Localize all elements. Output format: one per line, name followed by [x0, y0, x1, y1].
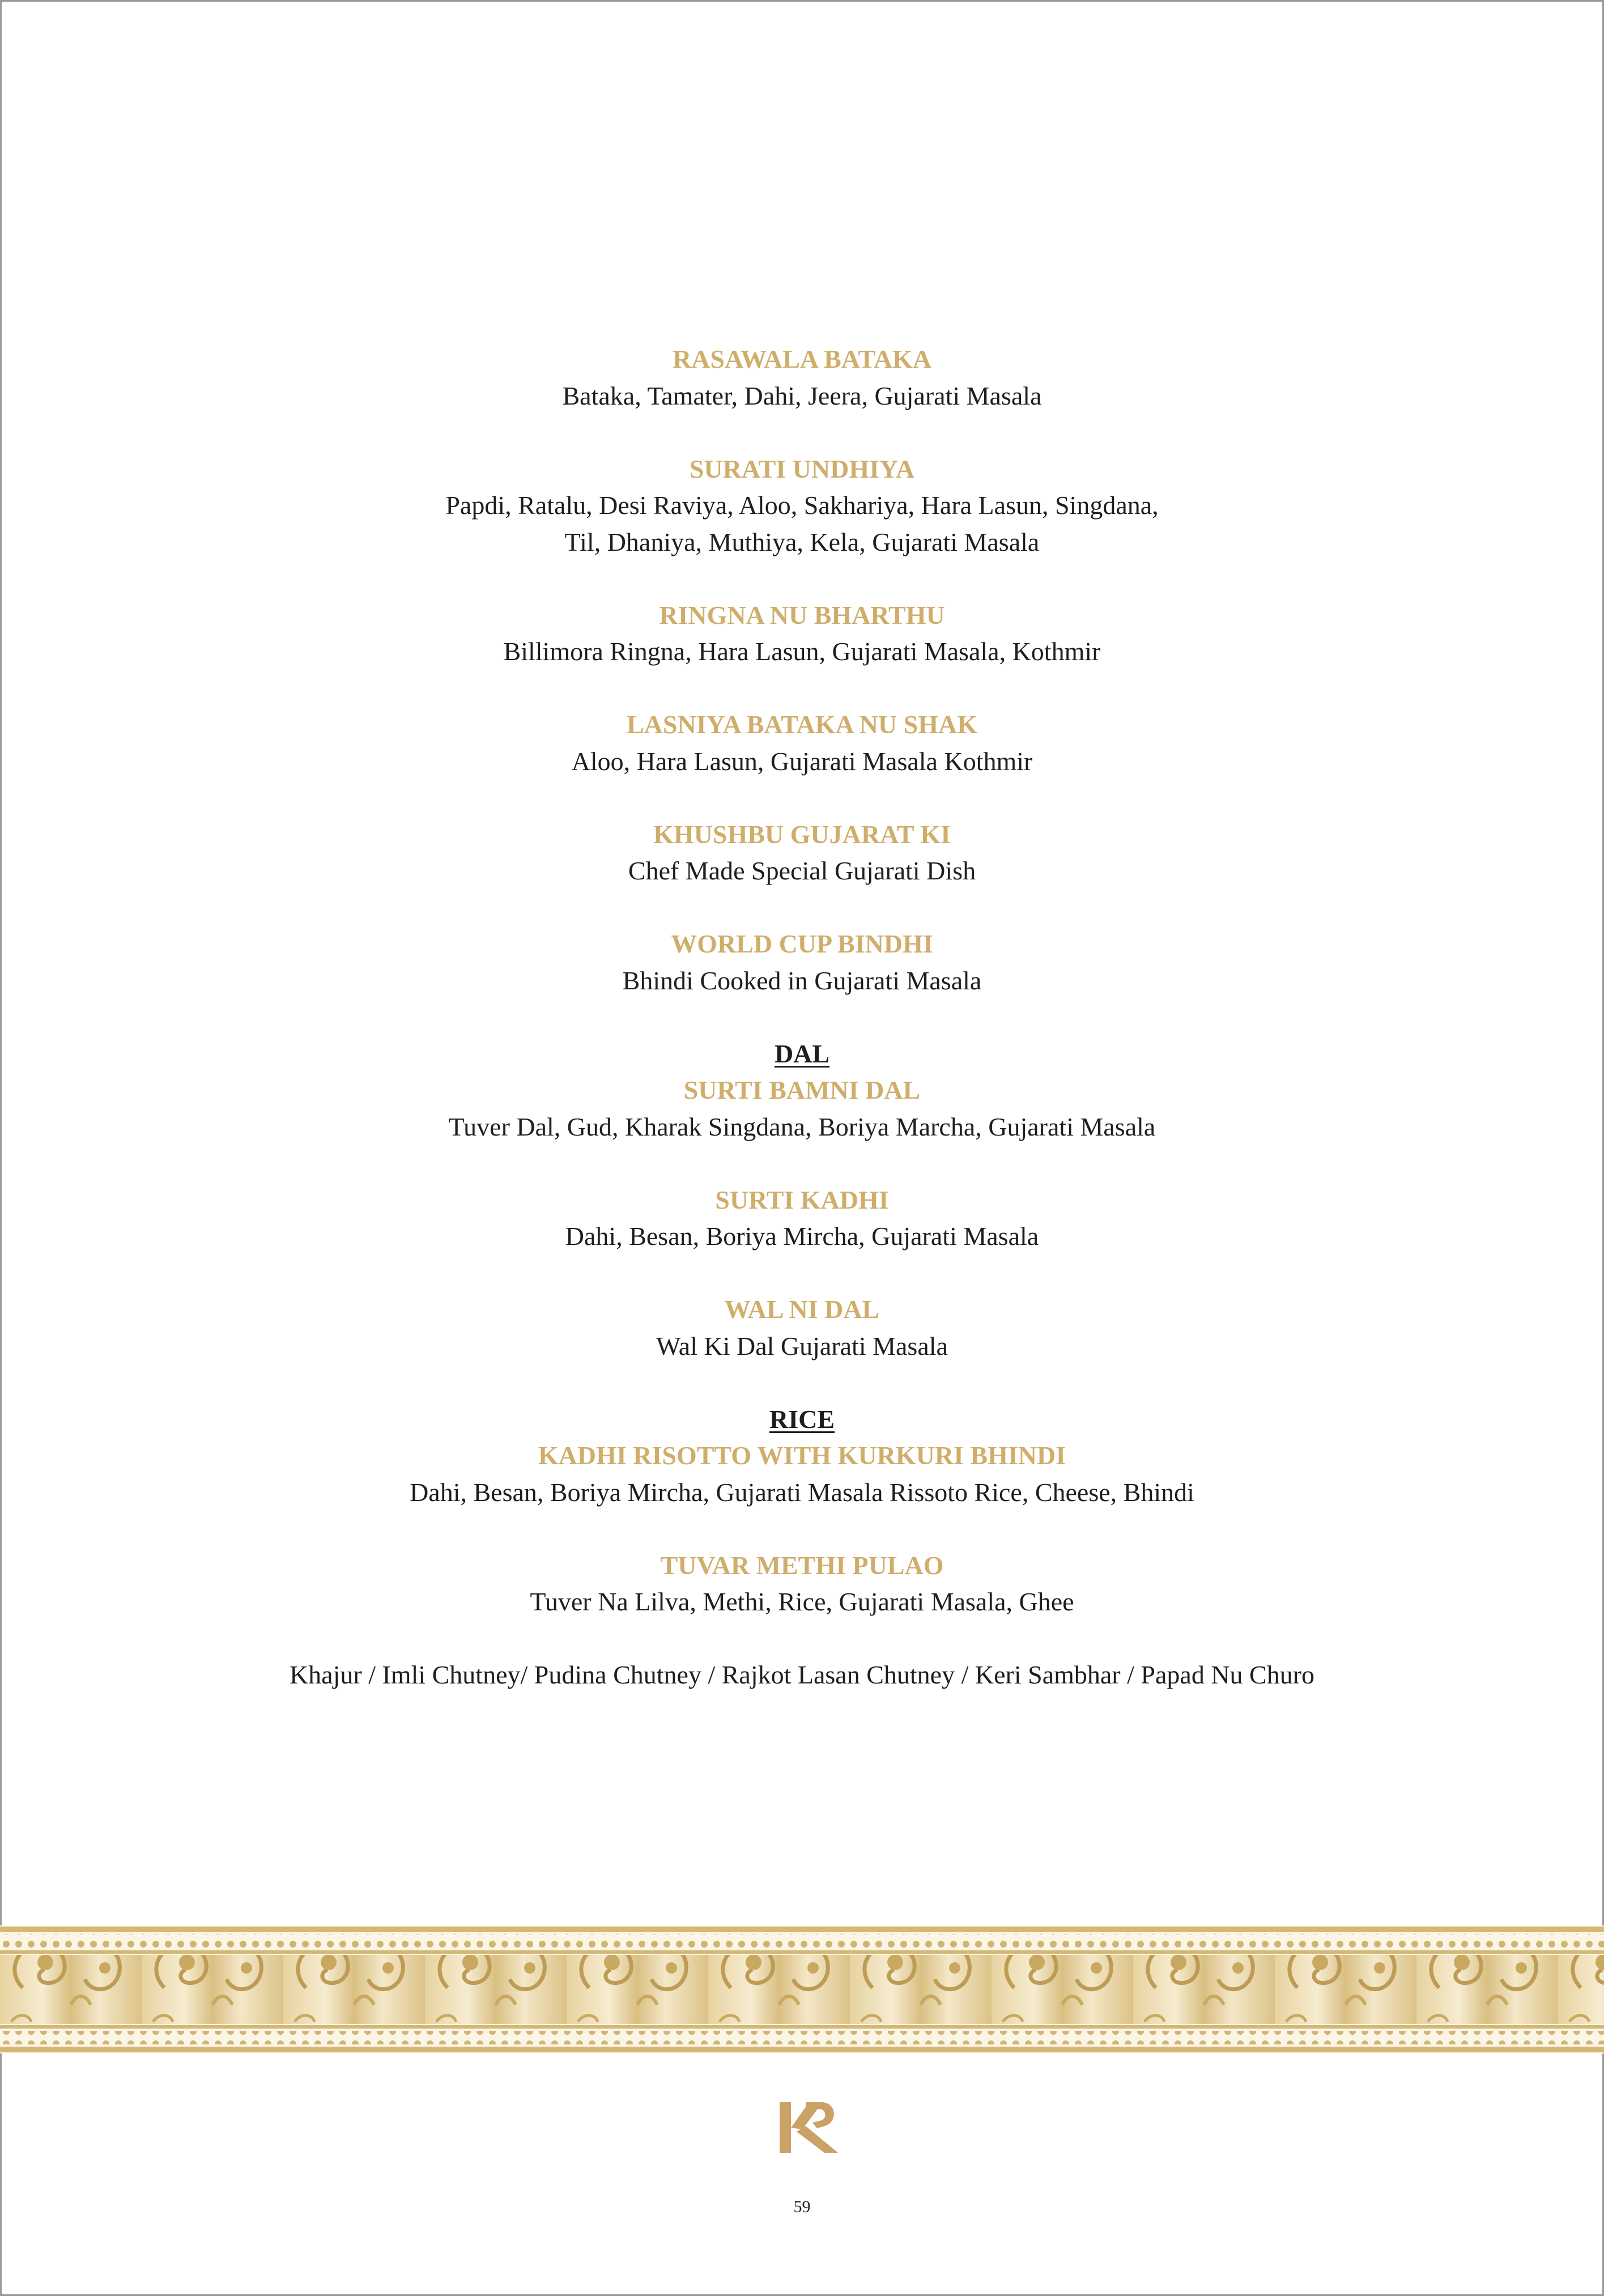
dish-name: TUVAR METHI PULAO: [660, 1550, 944, 1580]
page-number: 59: [793, 2197, 811, 2216]
dish-description: Dahi, Besan, Boriya Mircha, Gujarati Masala Rissoto Rice, Cheese, Bhindi: [410, 1477, 1194, 1507]
dish-description: Bataka, Tamater, Dahi, Jeera, Gujarati Masala: [562, 381, 1042, 410]
dish-description: Billimora Ringna, Hara Lasun, Gujarati Masala, Kothmir: [503, 637, 1101, 666]
dish-name: KADHI RISOTTO WITH KURKURI BHINDI: [538, 1441, 1066, 1470]
dish-description: Til, Dhaniya, Muthiya, Kela, Gujarati Masala: [564, 527, 1040, 556]
dish-name: SURATI UNDHIYA: [689, 454, 915, 483]
dish-description: Aloo, Hara Lasun, Gujarati Masala Kothmir: [571, 746, 1033, 776]
dish-name: SURTI KADHI: [715, 1185, 889, 1214]
section-heading-dal: DAL: [774, 1039, 830, 1068]
section-heading-rice: RICE: [769, 1404, 835, 1434]
dish-description: Papdi, Ratalu, Desi Raviya, Aloo, Sakhariya, Hara Lasun, Singdana,: [445, 491, 1159, 520]
menu-content: [0, 341, 1604, 1694]
dish-description: Tuver Na Lilva, Methi, Rice, Gujarati Masala, Ghee: [530, 1587, 1074, 1616]
kr-logo: [780, 2102, 839, 2153]
dish-description: Bhindi Cooked in Gujarati Masala: [622, 966, 982, 995]
dish-description: Dahi, Besan, Boriya Mircha, Gujarati Masala: [565, 1222, 1039, 1251]
dish-name: WORLD CUP BINDHI: [671, 929, 933, 958]
ornamental-border: [0, 1925, 1604, 2053]
dish-description: Chef Made Special Gujarati Dish: [628, 856, 976, 885]
dish-name: RASAWALA BATAKA: [672, 345, 932, 373]
dish-name: RINGNA NU BHARTHU: [659, 600, 945, 630]
accompaniments: Khajur / Imli Chutney/ Pudina Chutney / Rajkot Lasan Chutney / Keri Sambhar / Papad Nu Churo: [289, 1660, 1315, 1689]
dish-name: LASNIYA BATAKA NU SHAK: [626, 710, 978, 739]
dish-description: Wal Ki Dal Gujarati Masala: [656, 1331, 948, 1360]
dish-name: WAL NI DAL: [724, 1295, 880, 1324]
dish-name: SURTI BAMNI DAL: [683, 1075, 921, 1104]
dish-name: KHUSHBU GUJARAT KI: [653, 819, 951, 849]
dish-description: Tuver Dal, Gud, Kharak Singdana, Boriya Marcha, Gujarati Masala: [448, 1112, 1156, 1141]
